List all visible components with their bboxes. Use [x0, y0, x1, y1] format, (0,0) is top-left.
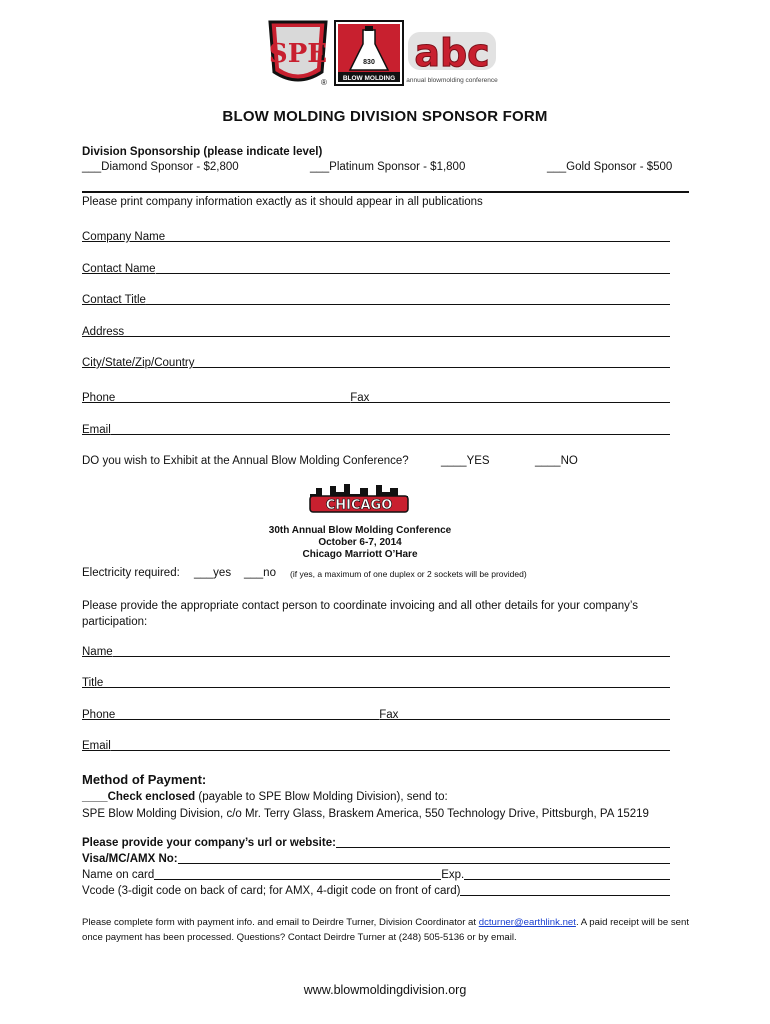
company-name-field[interactable] [82, 231, 670, 243]
invoice-name-label: Name [82, 646, 113, 658]
check-mailing-address: SPE Blow Molding Division, c/o Mr. Terry Glass, Braskem America, 550 Technology Drive, Pittsburgh, PA 15219 [82, 808, 649, 820]
vcode-field[interactable] [82, 885, 670, 897]
electricity-no-option[interactable]: ___no [244, 567, 276, 579]
invoice-title-line[interactable] [103, 687, 670, 688]
company-name-line[interactable] [165, 241, 670, 242]
platinum-sponsor-option[interactable]: ___Platinum Sponsor - $1,800 [310, 161, 466, 173]
invoice-phone-fax-field[interactable] [82, 709, 670, 721]
name-on-card-label: Name on card [82, 869, 155, 881]
conference-line-1: 30th Annual Blow Molding Conference [268, 525, 452, 536]
invoice-email-field[interactable] [82, 740, 670, 752]
coordinator-email-link[interactable]: dcturner@earthlink.net [478, 917, 576, 928]
gold-sponsor-option[interactable]: ___Gold Sponsor - $500 [547, 161, 673, 173]
vcode-label: Vcode (3-digit code on back of card; for AMX, 4-digit code on front of card) [82, 885, 461, 897]
card-name-exp-field[interactable] [82, 869, 670, 881]
phone-line[interactable] [115, 402, 350, 403]
check-blank[interactable]: ____ [82, 791, 108, 803]
abc-text: abc [414, 31, 490, 75]
contact-title-field[interactable] [82, 294, 670, 306]
section-divider [82, 191, 689, 193]
address-label: Address [82, 326, 125, 338]
conference-line-2: October 6-7, 2014 [318, 537, 402, 548]
invoice-name-field[interactable] [82, 646, 670, 658]
abc-subtitle: annual blowmolding conference [406, 77, 498, 84]
company-url-label: Please provide your company’s url or website: [82, 837, 336, 849]
exhibit-no-option[interactable]: ____NO [535, 455, 578, 467]
card-number-line[interactable] [178, 863, 670, 864]
city-label: City/State/Zip/Country [82, 357, 195, 369]
abc-logo [406, 24, 498, 86]
blow-molding-text: BLOW MOLDING [342, 75, 396, 82]
email-label: Email [82, 424, 111, 436]
name-on-card-line[interactable] [154, 879, 441, 880]
exp-line[interactable] [464, 879, 670, 880]
blow-molding-number: 830 [363, 59, 375, 66]
spe-logo [266, 18, 330, 90]
payment-heading: Method of Payment: [82, 772, 207, 787]
invoice-fax-line[interactable] [398, 719, 670, 720]
footer-note-part-1: Please complete form with payment info. and email to Deirdre Turner, Division Coordinator at [82, 917, 479, 928]
invoice-title-label: Title [82, 677, 104, 689]
card-number-field[interactable] [82, 853, 670, 865]
check-enclosed-label: Check enclosed [107, 791, 196, 803]
invoice-email-label: Email [82, 740, 111, 752]
email-line[interactable] [111, 434, 670, 435]
footer-note [82, 915, 692, 945]
sponsorship-heading: Division Sponsorship (please indicate level) [82, 146, 323, 158]
fax-line[interactable] [369, 402, 670, 403]
electricity-label: Electricity required: [82, 567, 180, 579]
exhibit-yes-option[interactable]: ____YES [441, 455, 490, 467]
card-number-label: Visa/MC/AMX No: [82, 853, 178, 865]
phone-fax-field[interactable] [82, 392, 670, 404]
contact-name-line[interactable] [156, 273, 670, 274]
contact-title-label: Contact Title [82, 294, 146, 306]
contact-name-field[interactable] [82, 263, 670, 275]
registered-mark: ® [321, 78, 327, 87]
diamond-sponsor-option[interactable]: ___Diamond Sponsor - $2,800 [82, 161, 239, 173]
check-enclosed-option[interactable] [82, 791, 448, 803]
address-line[interactable] [124, 336, 670, 337]
address-field[interactable] [82, 326, 670, 338]
city-field[interactable] [82, 357, 670, 369]
invoice-title-field[interactable] [82, 677, 670, 689]
city-line[interactable] [194, 367, 670, 368]
invoice-note: Please provide the appropriate contact person to coordinate invoicing and all other details for your company’s participation: [82, 600, 638, 628]
company-name-label: Company Name [82, 231, 166, 243]
phone-label: Phone [82, 392, 116, 404]
chicago-logo [308, 482, 410, 516]
invoice-phone-line[interactable] [115, 719, 379, 720]
invoice-fax-label: Fax [379, 709, 399, 721]
email-field[interactable] [82, 424, 670, 436]
vcode-line[interactable] [460, 895, 670, 896]
contact-title-line[interactable] [146, 304, 670, 305]
invoice-phone-label: Phone [82, 709, 116, 721]
invoice-email-line[interactable] [111, 750, 670, 751]
exhibit-question: DO you wish to Exhibit at the Annual Blow Molding Conference? [82, 455, 409, 467]
company-url-field[interactable] [82, 837, 670, 849]
blow-molding-logo [334, 20, 404, 86]
footer-note-part-2: . A paid receipt will be sent once payment has been processed. Questions? Contact Deirdre Turner at (248) 505-5136 or by email. [82, 917, 689, 943]
check-enclosed-rest: (payable to SPE Blow Molding Division), send to: [195, 791, 448, 803]
electricity-yes-option[interactable]: ___yes [194, 567, 232, 579]
invoice-name-line[interactable] [113, 656, 670, 657]
website-url[interactable]: www.blowmoldingdivision.org [303, 983, 467, 997]
print-note: Please print company information exactly as it should appear in all publications [82, 196, 483, 208]
contact-name-label: Contact Name [82, 263, 156, 275]
chicago-text: CHICAGO [325, 498, 393, 513]
company-url-line[interactable] [336, 847, 670, 848]
spe-logo-text: SPE [268, 39, 328, 69]
page-title: BLOW MOLDING DIVISION SPONSOR FORM [222, 108, 548, 125]
conference-line-3: Chicago Marriott O’Hare [302, 549, 418, 560]
exp-label: Exp. [441, 869, 465, 881]
fax-label: Fax [350, 392, 370, 404]
electricity-note: (if yes, a maximum of one duplex or 2 sockets will be provided) [290, 569, 527, 579]
